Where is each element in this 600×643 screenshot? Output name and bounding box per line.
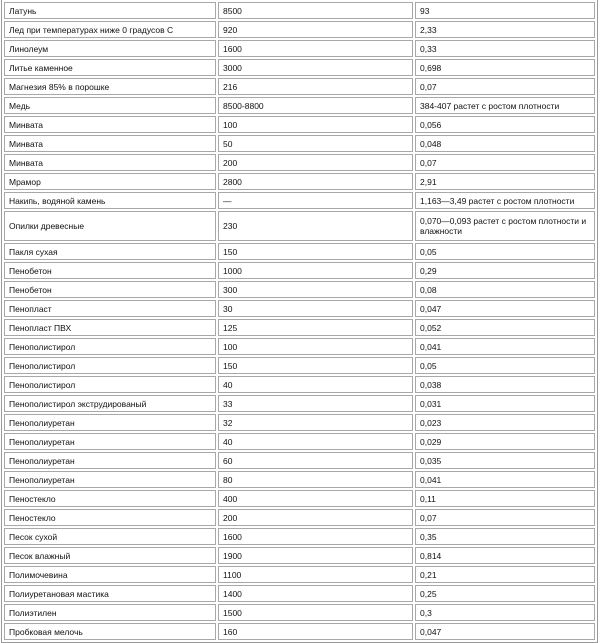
conductivity-cell: 0,023 <box>415 414 595 431</box>
table-row <box>4 281 595 298</box>
table-row <box>4 357 595 374</box>
table-row <box>4 78 595 95</box>
table-row <box>4 116 595 133</box>
density-cell: 1000 <box>218 262 413 279</box>
material-cell: Песок влажный <box>4 547 216 564</box>
density-cell: 300 <box>218 281 413 298</box>
table-row <box>4 376 595 393</box>
density-cell: 100 <box>218 338 413 355</box>
table-row <box>4 585 595 602</box>
conductivity-cell: 0,038 <box>415 376 595 393</box>
density-cell: 1500 <box>218 604 413 621</box>
conductivity-cell: 0,814 <box>415 547 595 564</box>
density-cell: 1400 <box>218 585 413 602</box>
conductivity-cell: 1,163—3,49 растет с ростом плотности <box>415 192 595 209</box>
material-cell: Пенополиуретан <box>4 433 216 450</box>
density-cell: 216 <box>218 78 413 95</box>
material-cell: Пенополистирол экструдированый <box>4 395 216 412</box>
density-cell: 200 <box>218 154 413 171</box>
table-row <box>4 338 595 355</box>
material-cell: Полиэтилен <box>4 604 216 621</box>
conductivity-cell: 2,33 <box>415 21 595 38</box>
conductivity-cell: 0,029 <box>415 433 595 450</box>
table-row <box>4 547 595 564</box>
density-cell: 40 <box>218 376 413 393</box>
density-cell: 230 <box>218 211 413 241</box>
material-cell: Минвата <box>4 135 216 152</box>
table-row <box>4 414 595 431</box>
conductivity-cell: 0,05 <box>415 357 595 374</box>
density-cell: 80 <box>218 471 413 488</box>
conductivity-cell: 0,05 <box>415 243 595 260</box>
conductivity-cell: 0,047 <box>415 300 595 317</box>
material-cell: Пенополистирол <box>4 357 216 374</box>
conductivity-cell: 0,041 <box>415 471 595 488</box>
conductivity-cell: 0,698 <box>415 59 595 76</box>
density-cell: 2800 <box>218 173 413 190</box>
conductivity-cell: 0,08 <box>415 281 595 298</box>
conductivity-cell: 93 <box>415 2 595 19</box>
material-cell: Минвата <box>4 116 216 133</box>
material-cell: Медь <box>4 97 216 114</box>
material-cell: Пенобетон <box>4 262 216 279</box>
material-cell: Пробковая мелочь <box>4 623 216 640</box>
table-row <box>4 97 595 114</box>
conductivity-cell: 0,33 <box>415 40 595 57</box>
density-cell: 8500 <box>218 2 413 19</box>
conductivity-cell: 0,29 <box>415 262 595 279</box>
conductivity-cell: 2,91 <box>415 173 595 190</box>
material-cell: Пенобетон <box>4 281 216 298</box>
material-cell: Пеностекло <box>4 509 216 526</box>
conductivity-cell: 0,047 <box>415 623 595 640</box>
density-cell: 3000 <box>218 59 413 76</box>
material-cell: Песок сухой <box>4 528 216 545</box>
density-cell: 200 <box>218 509 413 526</box>
conductivity-cell: 0,25 <box>415 585 595 602</box>
density-cell: 100 <box>218 116 413 133</box>
material-cell: Пенополиуретан <box>4 471 216 488</box>
density-cell: 8500-8800 <box>218 97 413 114</box>
table-row <box>4 2 595 19</box>
table-row <box>4 604 595 621</box>
table-row <box>4 528 595 545</box>
material-cell: Минвата <box>4 154 216 171</box>
material-cell: Пенополиуретан <box>4 414 216 431</box>
density-cell: — <box>218 192 413 209</box>
table-row <box>4 262 595 279</box>
conductivity-cell: 0,07 <box>415 509 595 526</box>
density-cell: 1100 <box>218 566 413 583</box>
conductivity-cell: 384-407 растет с ростом плотности <box>415 97 595 114</box>
material-cell: Пенополиуретан <box>4 452 216 469</box>
material-cell: Полимочевина <box>4 566 216 583</box>
material-cell: Пенопласт <box>4 300 216 317</box>
material-cell: Накипь, водяной камень <box>4 192 216 209</box>
table-row <box>4 471 595 488</box>
material-cell: Линолеум <box>4 40 216 57</box>
material-cell: Пенополистирол <box>4 376 216 393</box>
materials-table <box>1 0 598 643</box>
material-cell: Пеностекло <box>4 490 216 507</box>
table-row <box>4 509 595 526</box>
table-row <box>4 211 595 241</box>
material-cell: Пенопласт ПВХ <box>4 319 216 336</box>
density-cell: 1600 <box>218 528 413 545</box>
materials-table-body <box>4 2 595 640</box>
density-cell: 60 <box>218 452 413 469</box>
table-row <box>4 59 595 76</box>
table-row <box>4 395 595 412</box>
material-cell: Магнезия 85% в порошке <box>4 78 216 95</box>
material-cell: Полиуретановая мастика <box>4 585 216 602</box>
table-row <box>4 433 595 450</box>
conductivity-cell: 0,041 <box>415 338 595 355</box>
table-row <box>4 40 595 57</box>
density-cell: 50 <box>218 135 413 152</box>
table-row <box>4 319 595 336</box>
conductivity-cell: 0,11 <box>415 490 595 507</box>
conductivity-cell: 0,070—0,093 растет с ростом плотности и влажности <box>415 211 595 241</box>
density-cell: 1600 <box>218 40 413 57</box>
material-cell: Пенополистирол <box>4 338 216 355</box>
table-row <box>4 300 595 317</box>
material-cell: Мрамор <box>4 173 216 190</box>
table-row <box>4 154 595 171</box>
density-cell: 150 <box>218 243 413 260</box>
material-cell: Латунь <box>4 2 216 19</box>
density-cell: 160 <box>218 623 413 640</box>
conductivity-cell: 0,35 <box>415 528 595 545</box>
table-row <box>4 566 595 583</box>
density-cell: 125 <box>218 319 413 336</box>
conductivity-cell: 0,052 <box>415 319 595 336</box>
density-cell: 1900 <box>218 547 413 564</box>
table-row <box>4 135 595 152</box>
conductivity-cell: 0,3 <box>415 604 595 621</box>
table-row <box>4 192 595 209</box>
material-cell: Литье каменное <box>4 59 216 76</box>
table-row <box>4 452 595 469</box>
material-cell: Пакля сухая <box>4 243 216 260</box>
conductivity-cell: 0,031 <box>415 395 595 412</box>
density-cell: 150 <box>218 357 413 374</box>
density-cell: 400 <box>218 490 413 507</box>
conductivity-cell: 0,048 <box>415 135 595 152</box>
table-row <box>4 173 595 190</box>
density-cell: 30 <box>218 300 413 317</box>
conductivity-cell: 0,056 <box>415 116 595 133</box>
conductivity-cell: 0,035 <box>415 452 595 469</box>
density-cell: 33 <box>218 395 413 412</box>
material-cell: Опилки древесные <box>4 211 216 241</box>
conductivity-cell: 0,21 <box>415 566 595 583</box>
table-row <box>4 21 595 38</box>
density-cell: 32 <box>218 414 413 431</box>
table-row <box>4 623 595 640</box>
density-cell: 920 <box>218 21 413 38</box>
density-cell: 40 <box>218 433 413 450</box>
conductivity-cell: 0,07 <box>415 78 595 95</box>
material-cell: Лед при температурах ниже 0 градусов С <box>4 21 216 38</box>
table-row <box>4 243 595 260</box>
conductivity-cell: 0,07 <box>415 154 595 171</box>
